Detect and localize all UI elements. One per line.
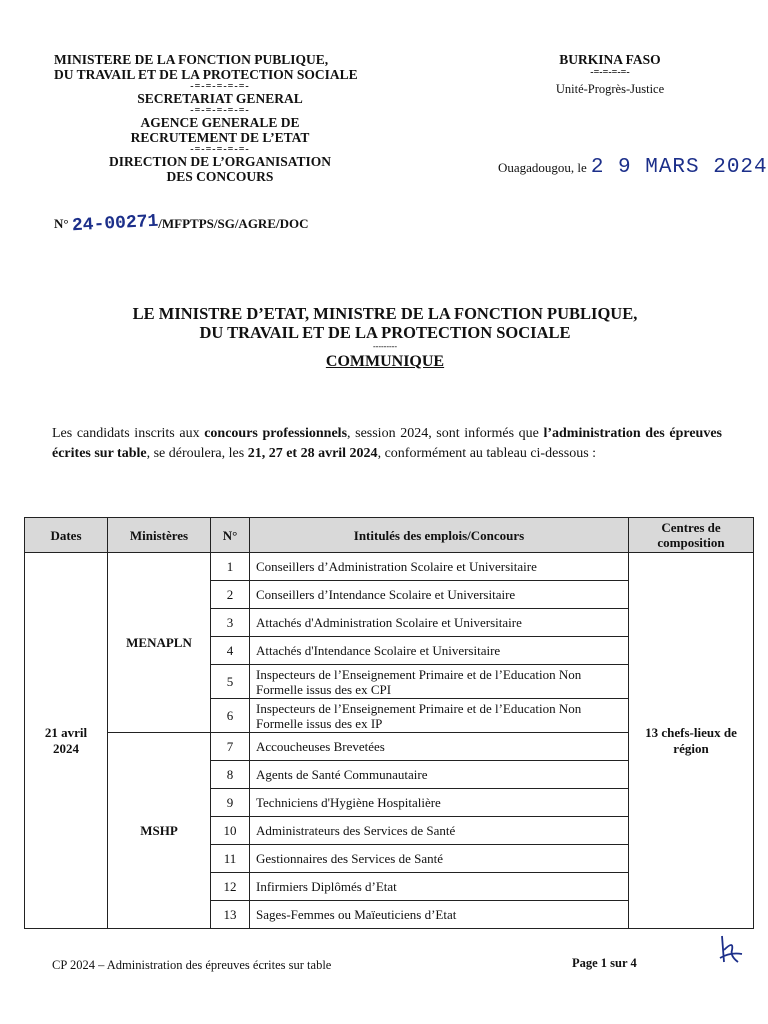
title-line-2: DU TRAVAIL ET DE LA PROTECTION SOCIALE	[199, 323, 571, 342]
secretariat-label: SECRETARIAT GENERAL	[137, 91, 303, 106]
intro-emphasis: l’administration des épreuves écrites sur table	[52, 426, 722, 461]
intro-text: Les candidats inscrits aux	[52, 426, 205, 441]
intro-text: , conformément au tableau ci-dessous :	[377, 446, 597, 461]
communique-heading: COMMUNIQUE	[325, 353, 445, 370]
row-label: Infirmiers Diplômés d’Etat	[250, 873, 629, 901]
country-separator: -=-=-=-=-	[590, 67, 630, 78]
country-header	[520, 52, 700, 97]
centre-cell: 13 chefs-lieux de région	[629, 553, 754, 929]
row-label: Techniciens d'Hygiène Hospitalière	[250, 789, 629, 817]
row-label: Conseillers d’Administration Scolaire et Universitaire	[250, 553, 629, 581]
reference-number	[54, 211, 414, 237]
row-number: 9	[211, 789, 250, 817]
title-separator: ---------	[373, 342, 397, 351]
ministry-line-1: MINISTERE DE LA FONCTION PUBLIQUE,	[54, 52, 329, 67]
header-num: N°	[211, 518, 250, 553]
row-label: Sages-Femmes ou Maïeuticiens d’Etat	[250, 901, 629, 929]
row-number: 2	[211, 581, 250, 609]
national-motto: Unité-Progrès-Justice	[555, 82, 665, 96]
row-number: 13	[211, 901, 250, 929]
row-number: 12	[211, 873, 250, 901]
ministry-line-2: DU TRAVAIL ET DE LA PROTECTION SOCIALE	[54, 67, 358, 82]
separator: -=-=-=-=-=-	[190, 81, 250, 92]
row-number: 11	[211, 845, 250, 873]
row-number: 6	[211, 699, 250, 733]
table-row	[25, 553, 754, 581]
ministry-cell: MENAPLN	[108, 553, 211, 733]
row-label: Attachés d'Intendance Scolaire et Universitaire	[250, 637, 629, 665]
agency-line-1: AGENCE GENERALE DE	[140, 115, 300, 130]
intro-emphasis: concours professionnels	[204, 426, 348, 441]
row-number: 7	[211, 733, 250, 761]
ministry-header	[40, 52, 400, 184]
row-label: Conseillers d’Intendance Scolaire et Universitaire	[250, 581, 629, 609]
row-label: Inspecteurs de l’Enseignement Primaire et de l’Education Non Formelle issus des ex CPI	[250, 665, 629, 699]
separator: -=-=-=-=-=-	[190, 144, 250, 155]
header-intitules: Intitulés des emplois/Concours	[250, 518, 629, 553]
intro-emphasis: 21, 27 et 28 avril 2024	[247, 446, 378, 461]
row-label: Gestionnaires des Services de Santé	[250, 845, 629, 873]
intro-paragraph	[52, 424, 722, 464]
header-dates: Dates	[25, 518, 108, 553]
date-cell: 21 avril 2024	[25, 553, 108, 929]
agency-line-2: RECRUTEMENT DE L’ETAT	[130, 130, 310, 145]
row-label: Agents de Santé Communautaire	[250, 761, 629, 789]
reference-prefix: N°	[54, 216, 69, 231]
intro-text: , session 2024, sont informés que	[347, 426, 544, 441]
row-number: 8	[211, 761, 250, 789]
intro-text: , se déroulera, les	[146, 446, 248, 461]
date-line	[498, 156, 768, 179]
document-title	[60, 304, 710, 371]
header-ministeres: Ministères	[108, 518, 211, 553]
exam-schedule-table	[24, 517, 754, 929]
row-number: 10	[211, 817, 250, 845]
country-name: BURKINA FASO	[559, 52, 661, 67]
table-header-row	[25, 518, 754, 553]
row-number: 3	[211, 609, 250, 637]
row-number: 4	[211, 637, 250, 665]
place-label: Ouagadougou, le	[498, 160, 587, 175]
row-label: Attachés d'Administration Scolaire et Universitaire	[250, 609, 629, 637]
row-number: 1	[211, 553, 250, 581]
page-number: Page 1 sur 4	[572, 956, 637, 970]
direction-line-1: DIRECTION DE L’ORGANISATION	[108, 154, 332, 169]
reference-suffix: /MFPTPS/SG/AGRE/DOC	[158, 216, 309, 231]
reference-stamp: 24-00271	[71, 211, 159, 237]
direction-line-2: DES CONCOURS	[166, 169, 274, 184]
initials-signature	[716, 932, 746, 968]
row-label: Administrateurs des Services de Santé	[250, 817, 629, 845]
row-number: 5	[211, 665, 250, 699]
date-stamp: 2 9 MARS 2024	[590, 156, 768, 179]
title-line-1: LE MINISTRE D’ETAT, MINISTRE DE LA FONCTION PUBLIQUE,	[132, 304, 638, 323]
header-centres: Centres de composition	[629, 518, 754, 553]
footer-title: CP 2024 – Administration des épreuves écrites sur table	[52, 958, 332, 972]
signature-mark	[716, 932, 746, 968]
ministry-cell: MSHP	[108, 733, 211, 929]
row-label: Accoucheuses Brevetées	[250, 733, 629, 761]
separator: -=-=-=-=-=-	[190, 105, 250, 116]
row-label: Inspecteurs de l’Enseignement Primaire et de l’Education Non Formelle issus des ex IP	[250, 699, 629, 733]
